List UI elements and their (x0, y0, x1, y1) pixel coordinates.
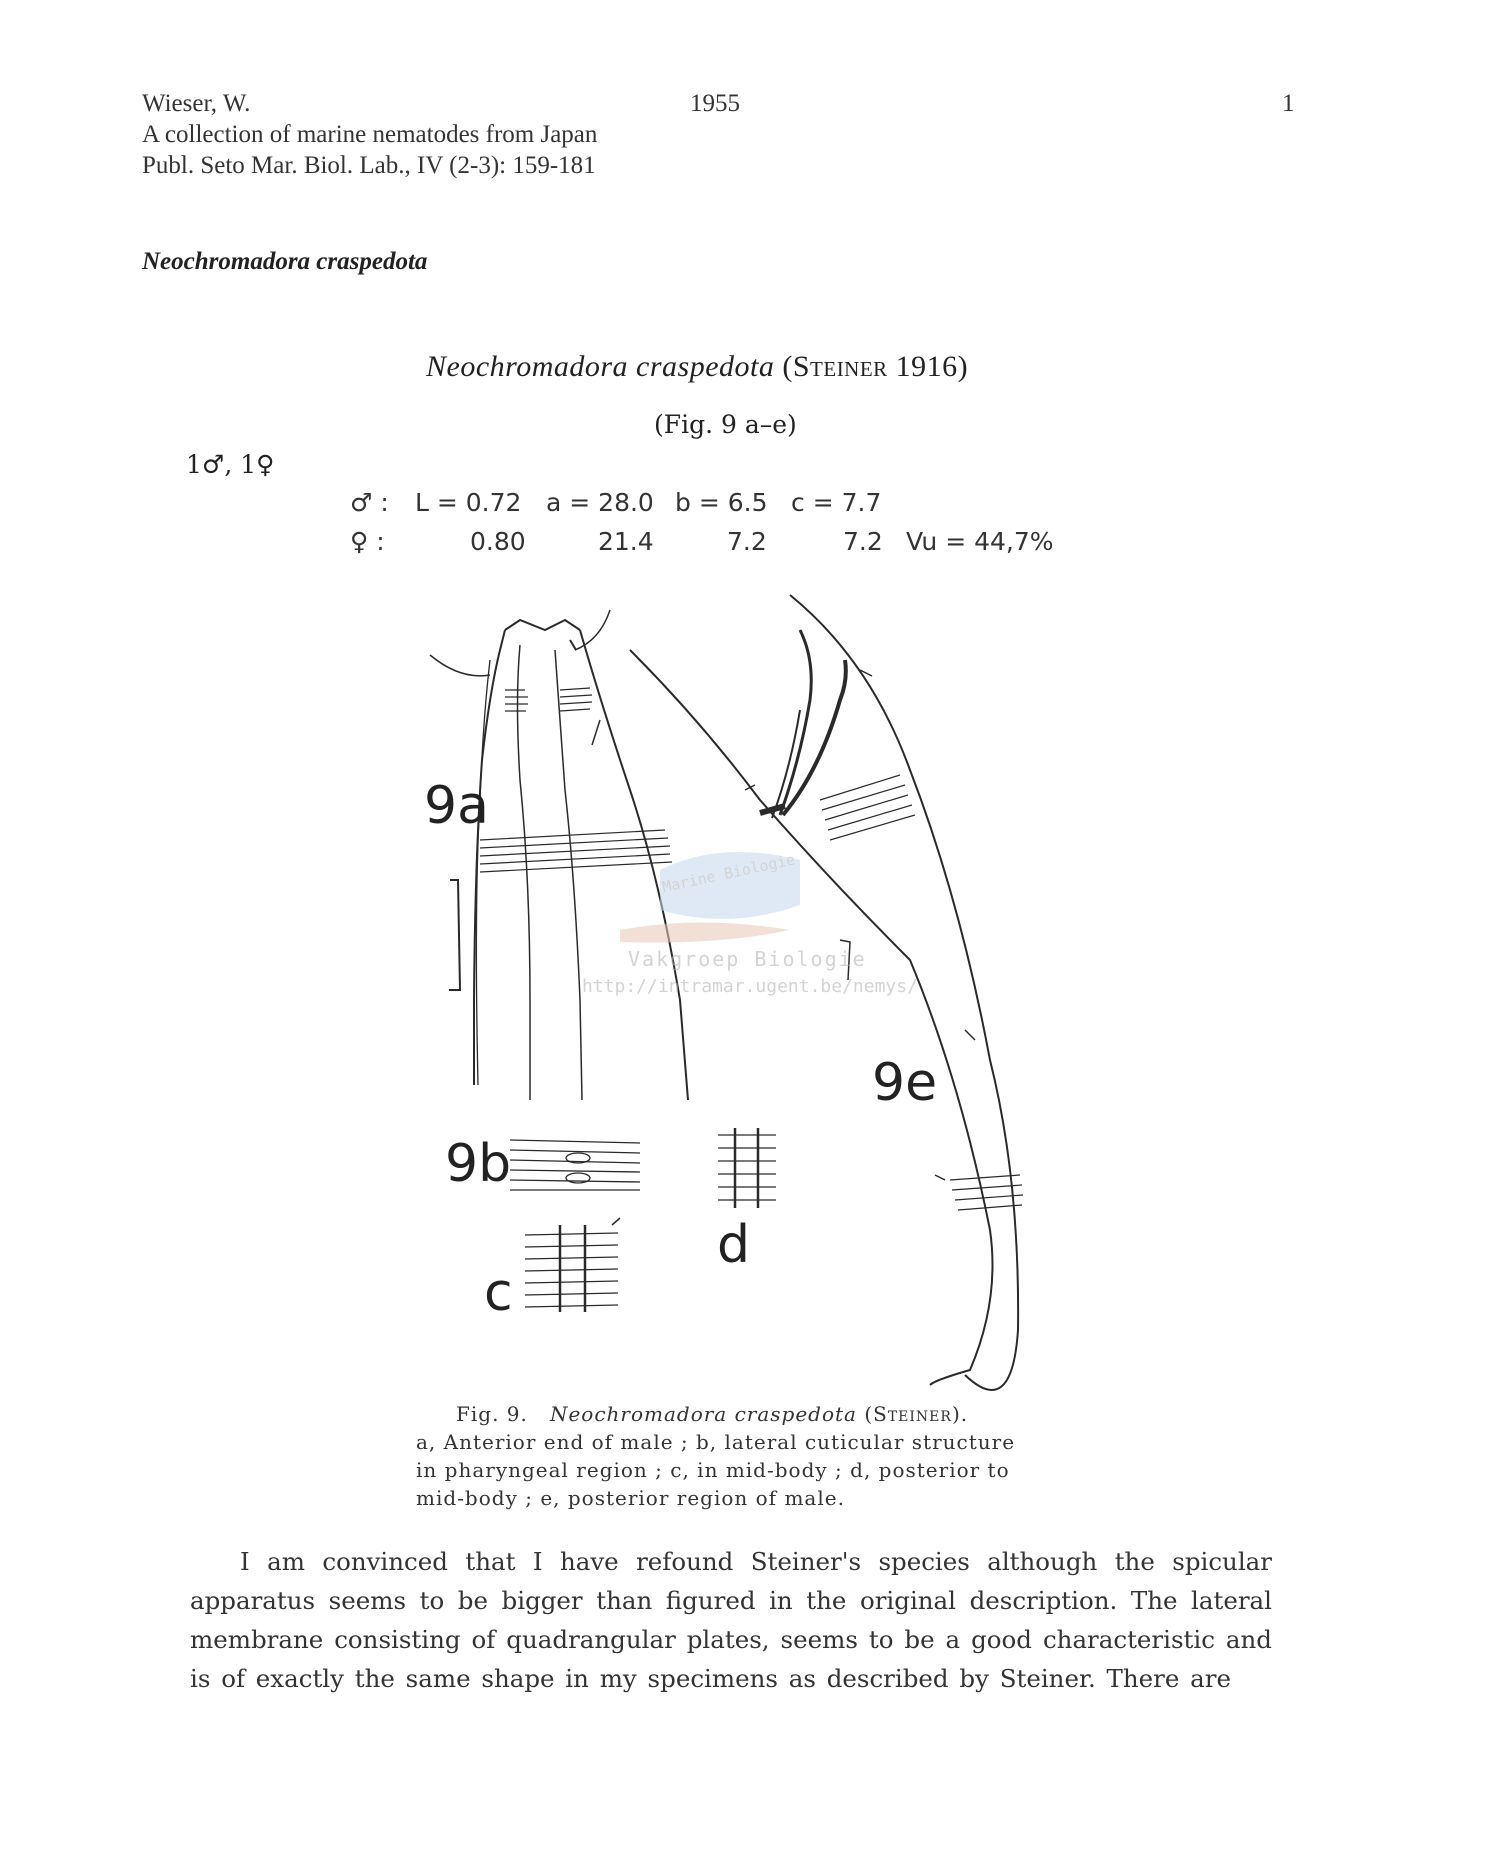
caption-author: (Steiner). (864, 1402, 969, 1426)
measurements-female-b: 7.2 (727, 527, 767, 556)
figure-caption-line1 (456, 1400, 968, 1428)
specimen-count: 1♂, 1♀ (186, 450, 275, 479)
measurements-male-c: c = 7.7 (791, 488, 882, 517)
figure-label-9a: 9a (424, 776, 489, 836)
watermark-line2: Vakgroep Biologie (628, 947, 867, 971)
measurements-male-sex: ♂ : (350, 488, 389, 517)
title-author-year: (Steiner 1916) (782, 350, 969, 383)
measurements-female-c: 7.2 (843, 527, 883, 556)
measurements-female-vu: Vu = 44,7% (906, 527, 1054, 556)
figure-caption-line4: mid-body ; e, posterior region of male. (416, 1486, 845, 1510)
measurements-male-b: b = 6.5 (675, 488, 768, 517)
figure-label-c: c (484, 1263, 513, 1323)
figure-label-d: d (717, 1215, 751, 1275)
figure-caption-line2: a, Anterior end of male ; b, lateral cuticular structure (416, 1430, 1016, 1454)
header-journal: Publ. Seto Mar. Biol. Lab., IV (2-3): 159-181 (142, 152, 596, 179)
measurements-female-L: 0.80 (470, 527, 526, 556)
watermark-line1: Marine Biologie (660, 850, 797, 897)
title-species: Neochromadora craspedota (426, 350, 775, 383)
watermark (582, 850, 918, 997)
figure-9c-cuticle (525, 1218, 620, 1312)
species-heading: Neochromadora craspedota (142, 248, 428, 275)
figure-9b-cuticle (510, 1140, 640, 1190)
measurements-male-L: L = 0.72 (415, 488, 522, 517)
header-year: 1955 (690, 90, 740, 117)
figure-reference: (Fig. 9 a–e) (654, 410, 797, 439)
figure-9a-anterior-end (430, 610, 688, 1100)
figure-label-9e: 9e (872, 1053, 938, 1113)
figure-label-9b: 9b (445, 1134, 512, 1194)
watermark-url: http://intramar.ugent.be/nemys/ (582, 976, 918, 997)
header-paper-title: A collection of marine nematodes from Japan (142, 121, 598, 148)
header-author: Wieser, W. (142, 90, 251, 117)
body-paragraph: I am convinced that I have refound Steiner's species although the spicular apparatus seems to be bigger than figured in the original description. The lateral membrane consisting of quadrangular plates, seems to be a good characteristic and is of exactly the same shape in my specimens as described by Steiner. There are (190, 1547, 1272, 1693)
measurements-male-a: a = 28.0 (546, 488, 654, 517)
caption-fig-number: Fig. 9. (456, 1402, 528, 1426)
caption-species: Neochromadora craspedota (549, 1402, 857, 1426)
measurements-female-sex: ♀ : (350, 527, 385, 556)
page-number: 1 (1282, 90, 1295, 117)
figure-caption-line3: in pharyngeal region ; c, in mid-body ; d, posterior to (416, 1458, 1010, 1482)
figure-9d-cuticle (718, 1128, 776, 1208)
measurements-female-a: 21.4 (598, 527, 654, 556)
